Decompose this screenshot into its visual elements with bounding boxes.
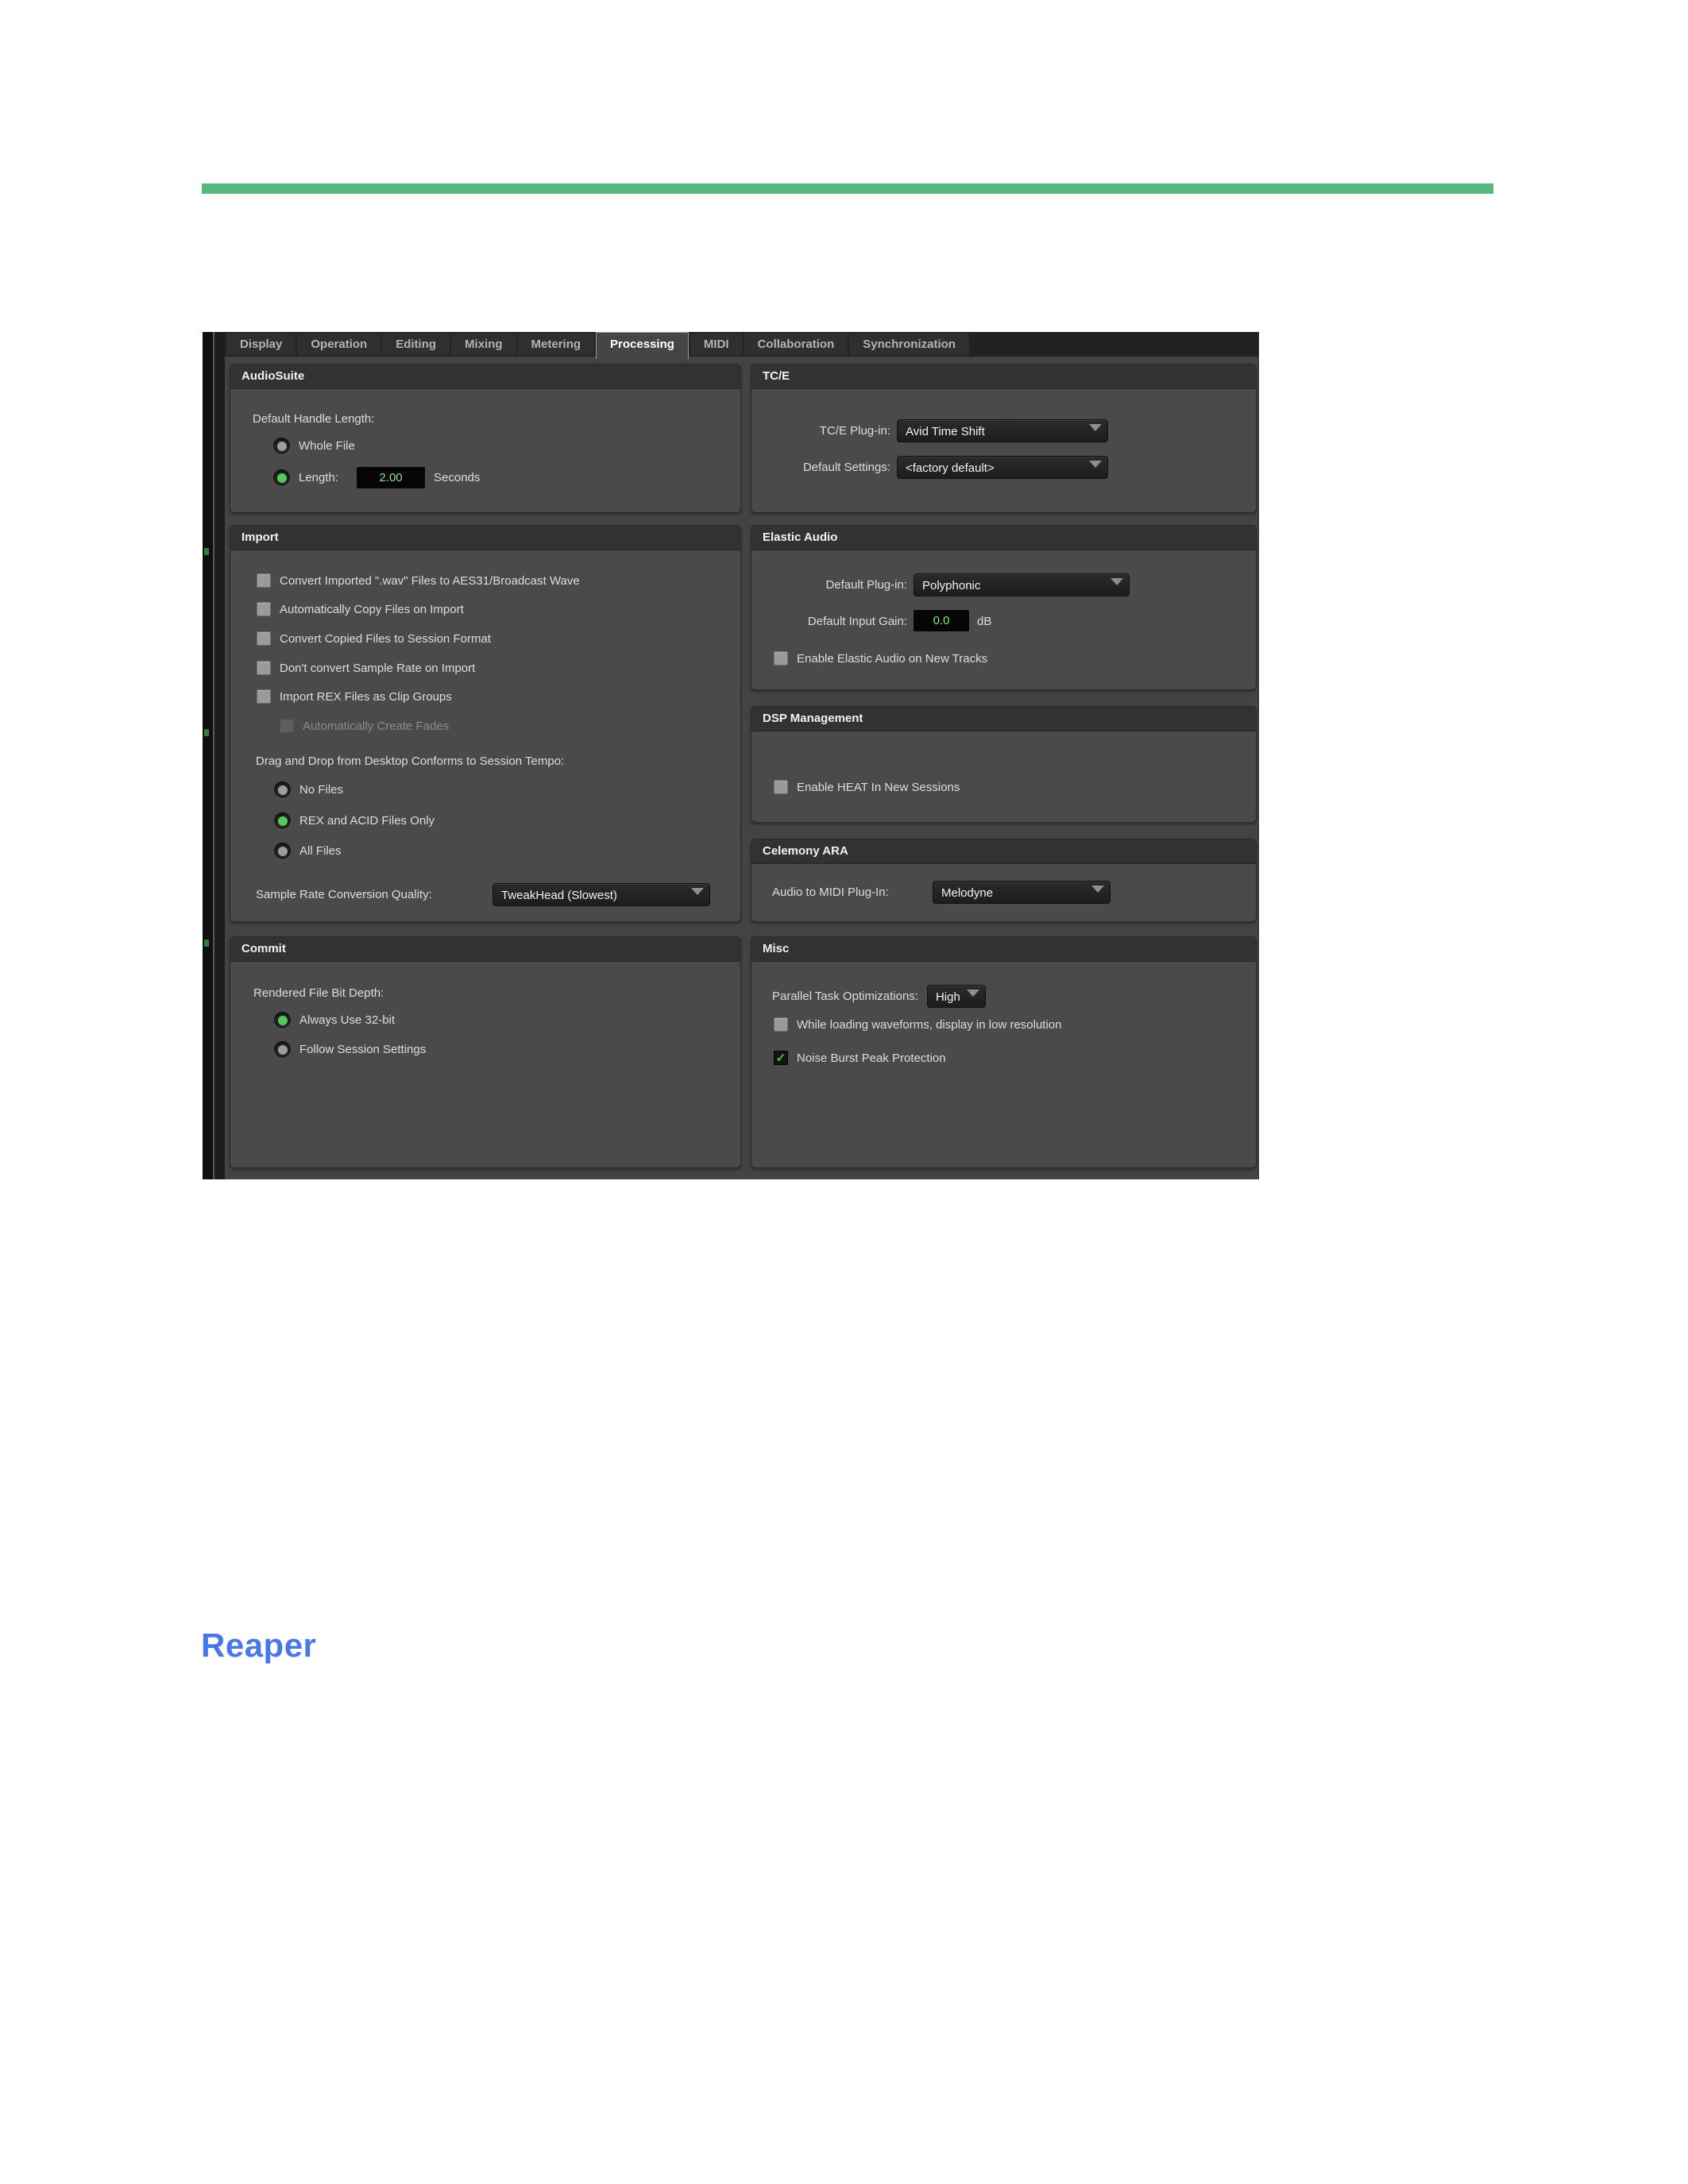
default-input-gain-label: Default Input Gain: xyxy=(807,615,907,628)
no-files-radio[interactable] xyxy=(274,781,291,798)
waveform-speck xyxy=(204,940,209,947)
tce-plugin-label: TC/E Plug-in: xyxy=(819,424,890,438)
window-edge-column xyxy=(214,332,225,1179)
whole-file-radio[interactable] xyxy=(273,438,290,454)
convert-wav-checkbox-row[interactable]: Convert Imported ".wav" Files to AES31/Broadcast Wave xyxy=(257,573,580,588)
radio-dot-icon xyxy=(278,847,288,856)
audio-to-midi-value: Melodyne xyxy=(941,886,994,900)
audio-to-midi-label: Audio to MIDI Plug-In: xyxy=(772,886,889,899)
input-gain-value-field[interactable]: 0.0 xyxy=(914,610,969,631)
preferences-dialog xyxy=(225,332,1259,1179)
rex-acid-radio[interactable] xyxy=(274,812,291,829)
auto-create-fades-checkbox-row: Automatically Create Fades xyxy=(280,719,449,733)
import-panel-title: Import xyxy=(230,526,740,550)
tce-plugin-dropdown[interactable] xyxy=(897,419,1108,442)
tab-editing[interactable]: Editing xyxy=(382,334,450,355)
tce-settings-label: Default Settings: xyxy=(802,461,890,474)
chevron-down-icon xyxy=(967,990,979,997)
enable-elastic-checkbox[interactable] xyxy=(774,651,788,666)
low-res-waveforms-checkbox-row[interactable]: While loading waveforms, display in low resolution xyxy=(774,1017,1062,1032)
tce-panel-title: TC/E xyxy=(751,365,1256,389)
audio-to-midi-dropdown[interactable] xyxy=(933,881,1111,904)
all-files-radio-row[interactable]: All Files xyxy=(274,843,342,859)
protools-preferences-screenshot xyxy=(203,332,1259,1179)
enable-heat-checkbox-row[interactable]: Enable HEAT In New Sessions xyxy=(774,780,960,794)
radio-dot-icon xyxy=(278,785,288,795)
tab-mixing[interactable]: Mixing xyxy=(451,334,516,355)
src-quality-label: Sample Rate Conversion Quality: xyxy=(256,888,432,901)
chevron-down-icon xyxy=(1089,461,1102,468)
radio-dot-icon xyxy=(278,1045,288,1055)
input-gain-unit-label: dB xyxy=(977,615,992,628)
always-32bit-radio-row[interactable]: Always Use 32-bit xyxy=(274,1012,395,1028)
waveform-speck xyxy=(204,548,209,555)
waveform-speck xyxy=(204,729,209,736)
commit-panel xyxy=(230,936,741,1168)
noise-burst-checkbox[interactable] xyxy=(774,1051,788,1065)
parallel-task-row xyxy=(772,985,986,1008)
auto-create-fades-checkbox xyxy=(280,719,294,733)
no-files-radio-row[interactable]: No Files xyxy=(274,781,343,798)
whole-file-radio-row[interactable]: Whole File xyxy=(273,438,355,454)
radio-dot-icon xyxy=(277,473,287,483)
misc-panel-title: Misc xyxy=(751,937,1256,962)
misc-panel xyxy=(751,936,1257,1168)
noise-burst-checkbox-row[interactable]: ✓ Noise Burst Peak Protection xyxy=(774,1051,946,1065)
auto-copy-checkbox[interactable] xyxy=(257,602,271,616)
elastic-plugin-value: Polyphonic xyxy=(922,579,981,592)
tce-plugin-value: Avid Time Shift xyxy=(906,425,985,438)
convert-copied-checkbox-row[interactable]: Convert Copied Files to Session Format xyxy=(257,631,491,646)
celemony-panel-title: Celemony ARA xyxy=(751,839,1256,864)
src-quality-dropdown[interactable] xyxy=(492,883,710,906)
celemony-ara-panel xyxy=(751,839,1257,922)
follow-session-radio[interactable] xyxy=(274,1041,291,1058)
elastic-audio-panel xyxy=(751,525,1257,690)
chevron-down-icon xyxy=(1091,886,1104,893)
import-rex-checkbox[interactable] xyxy=(257,689,271,704)
dont-convert-sr-checkbox-row[interactable]: Don't convert Sample Rate on Import xyxy=(257,661,475,675)
tab-collaboration[interactable]: Collaboration xyxy=(744,334,848,355)
audiosuite-panel xyxy=(230,364,741,513)
green-divider-bar xyxy=(202,183,1493,194)
parallel-task-dropdown[interactable] xyxy=(927,985,986,1008)
elastic-plugin-label: Default Plug-in: xyxy=(825,578,907,592)
background-window-sliver xyxy=(203,332,225,1179)
chevron-down-icon xyxy=(691,888,704,895)
convert-copied-checkbox[interactable] xyxy=(257,631,271,646)
chevron-down-icon xyxy=(1111,578,1123,585)
tce-panel xyxy=(751,364,1257,513)
commit-panel-title: Commit xyxy=(230,937,740,962)
parallel-task-label: Parallel Task Optimizations: xyxy=(772,990,918,1003)
tab-operation[interactable]: Operation xyxy=(297,334,380,355)
audiosuite-panel-title: AudioSuite xyxy=(230,365,740,389)
always-32bit-radio[interactable] xyxy=(274,1012,291,1028)
handle-length-value-field[interactable]: 2.00 xyxy=(357,467,425,488)
dont-convert-sr-checkbox[interactable] xyxy=(257,661,271,675)
enable-heat-checkbox[interactable] xyxy=(774,780,788,794)
tce-settings-dropdown[interactable] xyxy=(897,456,1108,479)
rex-acid-radio-row[interactable]: REX and ACID Files Only xyxy=(274,812,435,829)
default-handle-length-label: Default Handle Length: xyxy=(253,412,375,426)
convert-wav-checkbox[interactable] xyxy=(257,573,271,588)
enable-elastic-checkbox-row[interactable]: Enable Elastic Audio on New Tracks xyxy=(774,651,987,666)
follow-session-radio-row[interactable]: Follow Session Settings xyxy=(274,1041,426,1058)
parallel-task-value: High xyxy=(935,990,960,1004)
auto-copy-checkbox-row[interactable]: Automatically Copy Files on Import xyxy=(257,602,464,616)
radio-dot-icon xyxy=(278,816,288,826)
preferences-tab-bar xyxy=(225,332,1258,357)
all-files-radio[interactable] xyxy=(274,843,291,859)
chevron-down-icon xyxy=(1089,424,1102,431)
low-res-waveforms-checkbox[interactable] xyxy=(774,1017,788,1032)
length-radio[interactable] xyxy=(273,469,290,486)
tab-midi[interactable]: MIDI xyxy=(690,334,743,355)
page-title: Reaper xyxy=(201,1626,317,1664)
import-panel xyxy=(230,525,741,922)
tce-settings-value: <factory default> xyxy=(906,461,995,475)
tab-metering[interactable]: Metering xyxy=(518,334,595,355)
drag-drop-label: Drag and Drop from Desktop Conforms to Session Tempo: xyxy=(256,754,565,768)
elastic-audio-panel-title: Elastic Audio xyxy=(751,526,1256,550)
src-quality-value: TweakHead (Slowest) xyxy=(501,889,617,902)
check-icon: ✓ xyxy=(775,1051,786,1065)
radio-dot-icon xyxy=(277,442,287,451)
elastic-plugin-dropdown[interactable] xyxy=(914,573,1130,596)
tab-display[interactable]: Display xyxy=(226,334,295,355)
dsp-panel-title: DSP Management xyxy=(751,707,1256,731)
tab-synchronization[interactable]: Synchronization xyxy=(849,334,969,355)
radio-dot-icon xyxy=(278,1016,288,1025)
dsp-management-panel xyxy=(751,706,1257,823)
import-rex-checkbox-row[interactable]: Import REX Files as Clip Groups xyxy=(257,689,452,704)
tab-processing[interactable]: Processing xyxy=(596,332,689,359)
length-radio-row[interactable]: Length: 2.00 Seconds xyxy=(273,467,480,488)
rendered-bit-depth-label: Rendered File Bit Depth: xyxy=(253,986,384,1000)
